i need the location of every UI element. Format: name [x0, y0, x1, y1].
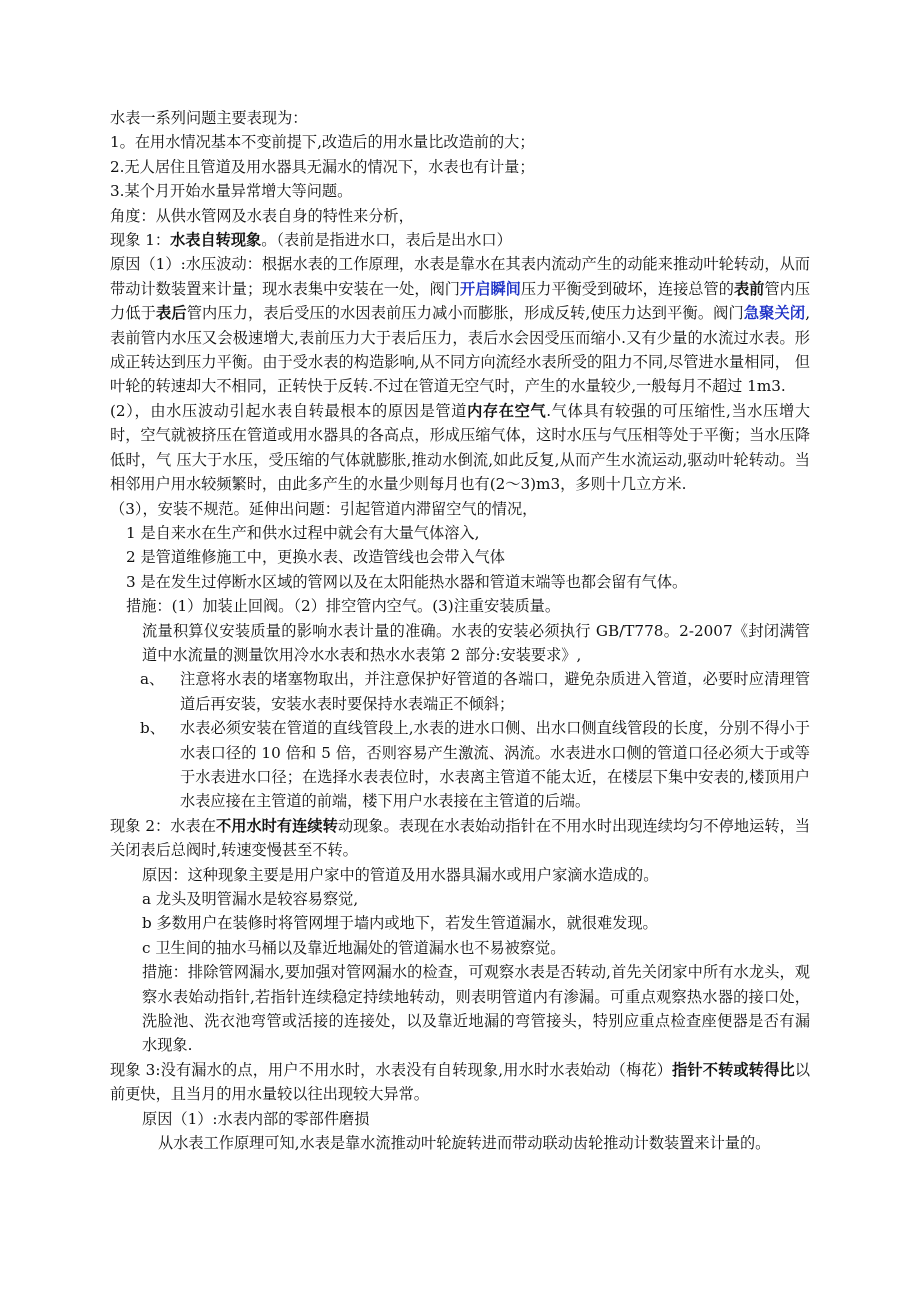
- phenomenon-suffix: 。（表前是指进水口，表后是出水口）: [261, 231, 512, 250]
- cause-text: (2），由水压波动引起水表自转最根本的原因是管道: [110, 401, 468, 420]
- requirement-text: 注意将水表的堵塞物取出，并注意保护好管道的各端口，避免杂质进入管道，必要时应清理管道后再安装，安装水表时要保持水表端正不倾斜；: [180, 670, 810, 713]
- cause-paragraph: 原因：这种现象主要是用户家中的管道及用水器具漏水或用户家滴水造成的。: [142, 865, 659, 884]
- cause-text: 管内压力，表后受压的水因表前压力减小而膨胀，形成反转,使压力达到平衡。阀门: [186, 304, 744, 323]
- installation-quality-paragraph: 流量积算仪安装质量的影响水表计量的准确。水表的安装必须执行 GB/T778。2-2007《封闭满管道中水流量的测量饮用冷水水表和热水水表第 2 部分:安装要求》,: [142, 621, 810, 664]
- cause-text: .气体具有较强的可压缩性,当水压增大时，空气就被挤压在管道或用水器具的各高点，形成压缩气体，这时水压与气压相等处于平衡；当水压降低时，气 压大于水压，受压缩的气体就膨胀,推动水倒流,如此反复,从而产生水流运动,驱动叶轮转动。当相邻用户用水较频繁时，由此多产生的水量少则每月也有(2～3)m3，多则十几立方米.: [110, 401, 811, 494]
- phenomenon-title: 不用水时有连续转: [215, 816, 338, 835]
- intro-item: 3.某个月开始水量异常增大等问题。: [110, 182, 353, 201]
- list-item: c 卫生间的抽水马桶以及靠近地漏处的管道漏水也不易被察觉。: [142, 938, 566, 957]
- cause-text: 原因（1）:水压波动：根据水表的工作原理，水表是靠水在其表内流动产生的动能来推动叶轮转动，从而带动计数装置来计量；现水表集中安装在一处，阀门: [110, 255, 810, 298]
- cause-text: ,表前管内水压又会极速增大,表前压力大于表后压力，表后水会因受压而缩小.又有少量的水流过水表。形成正转达到压力平衡。由于受水表的构造影响,从不同方向流经水表所受的阻力不同,尽管进水量相同， 但叶轮的转速却大不相同，正转快于反转.不过在管道无空气时，产生的水量较少,一般每月不超过 1m3.: [110, 304, 811, 396]
- cause-2-paragraph: [110, 399, 810, 497]
- bold-term: 表后: [156, 304, 187, 323]
- list-item: 2 是管道维修施工中，更换水表、改造管线也会带入气体: [126, 548, 505, 567]
- phenomenon-prefix: 现象 1：: [110, 231, 171, 250]
- intro-item: 1。在用水情况基本不变前提下,改造后的用水量比改造前的大；: [110, 133, 535, 152]
- requirement-item: [110, 667, 810, 716]
- bold-term: 内存在空气: [467, 401, 547, 420]
- phenomenon-3-heading: [110, 1058, 810, 1107]
- phenomenon-2-heading: [110, 814, 810, 863]
- phenomenon-prefix: 现象 3:没有漏水的点，用户不用水时，水表没有自转现象,用水时水表始动（梅花）: [110, 1060, 673, 1079]
- cause-text: 压力平衡受到破坏，连接总管的: [520, 279, 734, 298]
- requirement-text: 水表必须安装在管道的直线管段上,水表的进水口侧、出水口侧直线管段的长度，分别不得小于水表口径的 10 倍和 5 倍，否则容易产生激流、涡流。水表进水口侧的管道口径必须大于或等于水表进水口径；在选择水表表位时，水表离主管道不能太近，在楼层下集中安表的,楼顶用户水表应接在主管道的前端，楼下用户水表接在主管道的后端。: [180, 719, 810, 811]
- measures-paragraph: 措施：排除管网漏水,要加强对管网漏水的检查，可观察水表是否转动,首先关闭家中所有水龙头，观察水表始动指针,若指针连续稳定持续地转动，则表明管道内有渗漏。可重点观察热水器的接口处，洗脸池、洗衣池弯管或活接的连接处，以及靠近地漏的弯管接头，特别应重点检查座便器是否有漏水现象.: [142, 963, 810, 1055]
- highlight-term: 开启瞬间: [460, 279, 521, 298]
- cause-text: 管内压力低于: [110, 279, 811, 323]
- measures-paragraph: 措施：(1）加装止回阀。（2）排空管内空气。(3)注重安装质量。: [126, 597, 561, 616]
- cause-paragraph: 原因（1）:水表内部的零部件磨损: [142, 1109, 370, 1128]
- phenomenon-suffix: 以前更快，且当月的用水量较以往出现较大异常。: [110, 1060, 811, 1104]
- intro-heading: 水表一系列问题主要表现为：: [110, 109, 308, 127]
- list-item: a 龙头及明管漏水是较容易察觉,: [142, 890, 359, 908]
- principle-paragraph: 从水表工作原理可知,水表是靠水流推动叶轮旋转进而带动联动齿轮推动计数装置来计量的。: [158, 1134, 771, 1153]
- list-item: 3 是在发生过停断水区域的管网以及在太阳能热水器和管道末端等也都会留有气体。: [126, 572, 688, 591]
- cause-3-intro: （3），安装不规范。延伸出问题：引起管道内滞留空气的情况，: [110, 499, 538, 518]
- intro-item: 2.无人居住且管道及用水器具无漏水的情况下，水表也有计量；: [110, 157, 535, 176]
- document-body: [110, 106, 810, 1155]
- cause-1-paragraph: [110, 252, 810, 398]
- list-marker: a、: [140, 670, 165, 689]
- phenomenon-prefix: 现象 2：水表在: [110, 816, 216, 835]
- highlight-term: 急聚关闭: [743, 304, 806, 323]
- list-item: b 多数用户在装修时将管网埋于墙内或地下，若发生管道漏水，就很难发现。: [142, 914, 658, 933]
- phenomenon-suffix: 动现象。表现在水表始动指针在不用水时出现连续均匀不停地运转，当关闭表后总阀时,转速变慢甚至不转。: [110, 816, 811, 860]
- analysis-angle: 角度：从供水管网及水表自身的特性来分析，: [110, 206, 414, 225]
- phenomenon-1-heading: [110, 228, 810, 252]
- bold-term: 表前: [733, 279, 765, 298]
- phenomenon-title: 指针不转或转得比: [672, 1060, 795, 1079]
- phenomenon-title: 水表自转现象: [170, 231, 262, 250]
- list-item: 1 是自来水在生产和供水过程中就会有大量气体溶入,: [126, 523, 480, 542]
- list-marker: b、: [140, 719, 165, 738]
- requirement-item: [110, 716, 810, 814]
